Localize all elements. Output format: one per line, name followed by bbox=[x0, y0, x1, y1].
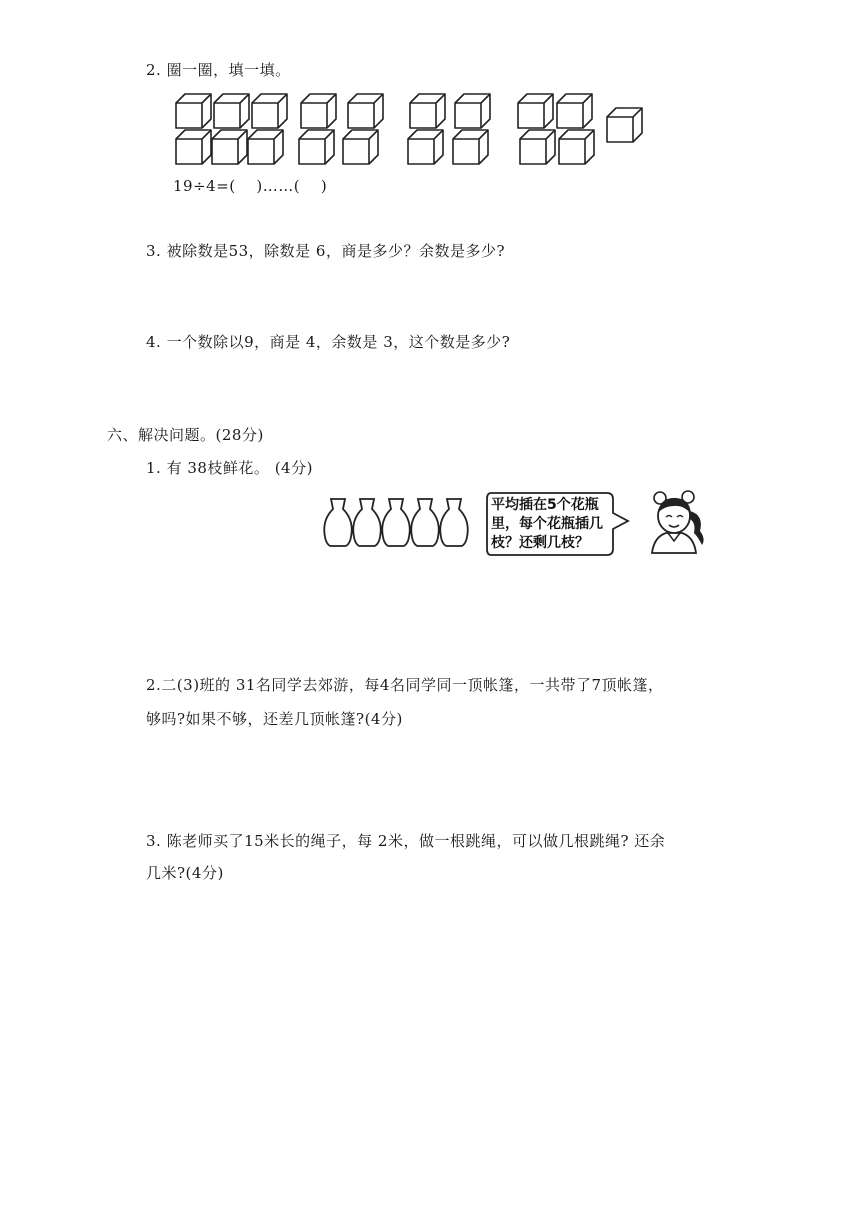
problem-1-text: 1. 有 38枝鲜花。 (4分) bbox=[146, 459, 313, 477]
problem-2-line-2: 够吗?如果不够，还差几顶帐篷?(4分) bbox=[146, 710, 403, 728]
cube-icon bbox=[408, 130, 443, 164]
cube-icon bbox=[410, 94, 445, 128]
section-6-title: 六、解决问题。(28分) bbox=[107, 426, 264, 444]
girl-icon bbox=[644, 489, 710, 553]
cube-icon bbox=[248, 130, 283, 164]
cube-icon bbox=[212, 130, 247, 164]
cube-icon bbox=[607, 108, 642, 142]
problem-3-line-1: 3. 陈老师买了15米长的绳子，每 2米，做一根跳绳，可以做几根跳绳? 还余 bbox=[146, 832, 666, 850]
cube-icon bbox=[214, 94, 249, 128]
bubble-text: 平均插在5个花瓶里，每个花瓶插几枝？还剩几枝？ bbox=[491, 497, 603, 551]
cube-icon bbox=[343, 130, 378, 164]
division-formula: 19÷4=( )……( ) bbox=[173, 177, 328, 195]
vase-icon bbox=[324, 499, 351, 546]
cube-icon bbox=[176, 94, 211, 128]
problem-3-line-2: 几米?(4分) bbox=[146, 864, 224, 882]
cube-icon bbox=[518, 94, 553, 128]
cube-illustration bbox=[170, 90, 650, 170]
vase-icon bbox=[440, 499, 467, 546]
cube-icon bbox=[453, 130, 488, 164]
cube-icon bbox=[559, 130, 594, 164]
question-3-text: 3. 被除数是53，除数是 6，商是多少？余数是多少? bbox=[146, 242, 506, 260]
cube-icon bbox=[176, 130, 211, 164]
vase-icon bbox=[382, 499, 409, 546]
vase-icon bbox=[411, 499, 438, 546]
cube-icon bbox=[348, 94, 383, 128]
cube-icon bbox=[455, 94, 490, 128]
problem-2-line-1: 2.二(3)班的 31名同学去郊游，每4名同学同一顶帐篷，一共带了7顶帐篷， bbox=[146, 676, 664, 694]
cube-icon bbox=[301, 94, 336, 128]
question-2-text: 2. 圈一圈，填一填。 bbox=[146, 61, 291, 79]
cube-icon bbox=[557, 94, 592, 128]
cube-icon bbox=[252, 94, 287, 128]
vases-illustration bbox=[322, 497, 472, 549]
question-4-text: 4. 一个数除以9，商是 4，余数是 3，这个数是多少? bbox=[146, 333, 511, 351]
vase-icon bbox=[353, 499, 380, 546]
cube-icon bbox=[299, 130, 334, 164]
cube-icon bbox=[520, 130, 555, 164]
